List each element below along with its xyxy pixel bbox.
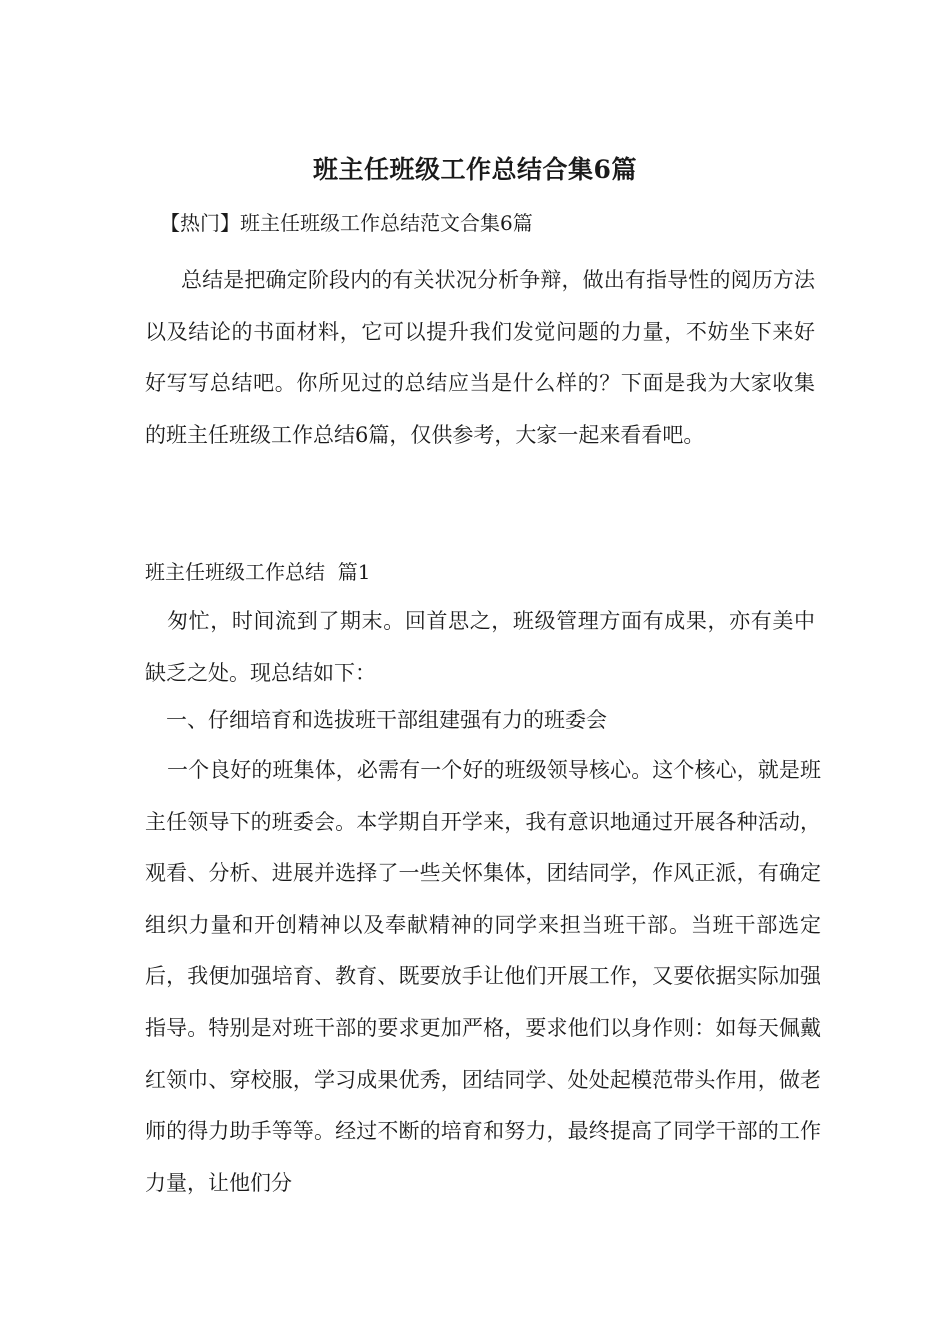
document-title: 班主任班级工作总结合集6篇	[313, 155, 637, 184]
document-subtitle: 【热门】班主任班级工作总结范文合集6篇	[160, 211, 533, 235]
section-heading: 班主任班级工作总结 篇1	[145, 560, 371, 584]
body-paragraph: 一个良好的班集体，必需有一个好的班级领导核心。这个核心，就是班主任领导下的班委会。本学期自开学来，我有意识地通过开展各种活动，观看、分析、进展并选择了一些关怀集体，团结同学，作风正派，有确定组织力量和开创精神以及奉献精神的同学来担当班干部。当班干部选定后，我便加强培育、教育、既要放手让他们开展工作，又要依据实际加强指导。特别是对班干部的要求更加严格，要求他们以身作则：如每天佩戴红领巾、穿校服，学习成果优秀，团结同学、处处起模范带头作用，做老师的得力助手等等。经过不断的培育和努力，最终提高了同学干部的工作力量，让他们分	[145, 758, 821, 1195]
subheading: 一、仔细培育和选拔班干部组建强有力的班委会	[166, 708, 607, 732]
body-paragraph: 匆忙，时间流到了期末。回首思之，班级管理方面有成果，亦有美中缺乏之处。现总结如下：	[145, 609, 815, 685]
intro-paragraph: 总结是把确定阶段内的有关状况分析争辩，做出有指导性的阅历方法以及结论的书面材料，它可以提升我们发觉问题的力量，不妨坐下来好好写写总结吧。你所见过的总结应当是什么样的？下面是我为大家收集的班主任班级工作总结6篇，仅供参考，大家一起来看看吧。	[145, 268, 815, 447]
